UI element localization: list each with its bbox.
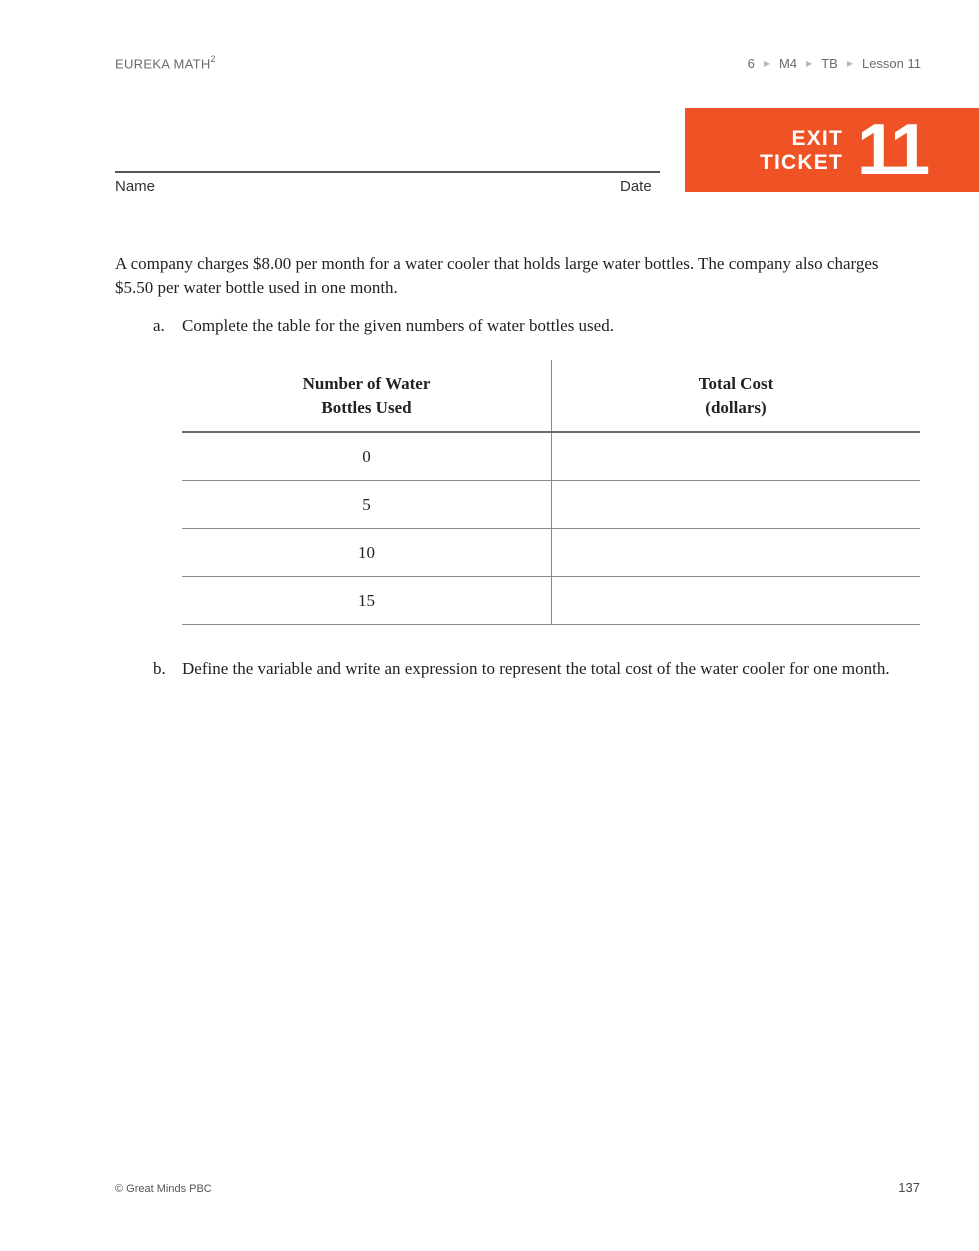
header-bottles-used [182,360,552,432]
bottles-cell: 10 [182,529,552,577]
cost-answer-cell[interactable] [552,481,921,529]
part-a-text: Complete the table for the given numbers of water bottles used. [182,316,614,335]
bottles-cell: 0 [182,432,552,481]
header-line: Number of Water [302,373,431,393]
breadcrumb-grade: 6 [747,56,755,71]
part-b-letter: b. [153,659,166,678]
breadcrumb-topic: TB [821,56,838,71]
problem-prompt: A company charges $8.00 per month for a water cooler that holds large water bottles. The company also charges $5.50 per water bottle used in one month. [115,254,879,297]
exit-ticket-label [760,127,843,175]
brand-name: EUREKA MATH [115,56,211,72]
chevron-right-icon: ▶ [806,59,813,68]
header-line: Total Cost [698,373,774,393]
bottles-cell: 5 [182,481,552,529]
page-number: 137 [898,1180,920,1195]
chevron-right-icon: ▶ [846,59,853,68]
table-row [182,432,920,481]
header-line: (dollars) [705,397,767,417]
table-row [182,529,920,577]
breadcrumb [748,56,921,71]
part-a [153,314,923,338]
date-label: Date [620,178,652,195]
table-row [182,577,920,625]
header-total-cost [552,360,921,432]
table-header-row [182,360,920,432]
bottles-cost-table [182,360,920,625]
brand-superscript: 2 [210,54,216,64]
part-b [153,657,923,681]
lesson-number: 11 [857,110,928,190]
cost-answer-cell[interactable] [552,432,921,481]
part-b-text: Define the variable and write an expression to represent the total cost of the water cooler for one month. [182,659,890,678]
exit-label-line1: EXIT [791,127,843,150]
chevron-right-icon: ▶ [763,59,770,68]
name-date-line[interactable] [115,171,660,173]
part-a-letter: a. [153,316,165,335]
breadcrumb-module: M4 [778,56,798,71]
cost-answer-cell[interactable] [552,529,921,577]
exit-label-line2: TICKET [759,151,843,174]
table-row [182,481,920,529]
exit-ticket-banner [685,108,979,192]
bottles-cell: 15 [182,577,552,625]
copyright: © Great Minds PBC [115,1183,212,1195]
header-line: Bottles Used [321,397,412,417]
name-label: Name [115,178,156,195]
breadcrumb-lesson: Lesson 11 [861,56,921,71]
cost-answer-cell[interactable] [552,577,921,625]
brand-logo-text [115,55,216,71]
